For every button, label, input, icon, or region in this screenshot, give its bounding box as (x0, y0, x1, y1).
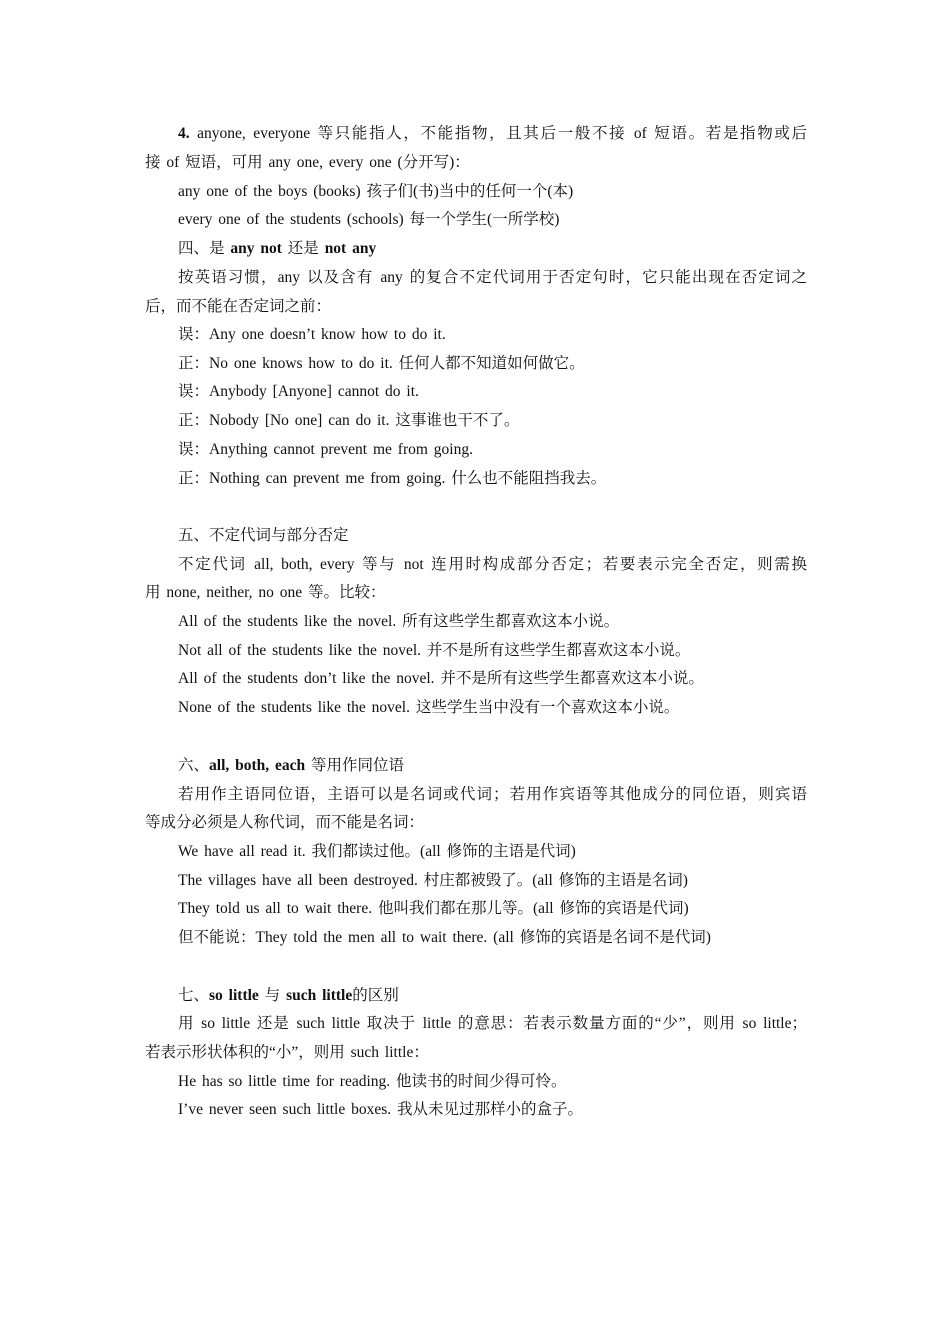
paragraph-line: 用 so little 还是 such little 取决于 little 的意思：若表示数量方面的“少”，则用 so little； (178, 1015, 807, 1032)
example-line: The villages have all been destroyed. 村庄都被毁了。(all 修饰的主语是名词) (178, 872, 688, 889)
example-line: Not all of the students like the novel. 并不是所有这些学生都喜欢这本小说。 (178, 642, 691, 659)
example-line: They told us all to wait there. 他叫我们都在那儿等。(all 修饰的宾语是代词) (178, 900, 689, 917)
heading-part: not any (324, 240, 377, 257)
example-line: 正：No one knows how to do it. 任何人都不知道如何做它。 (178, 355, 585, 372)
example-line: All of the students don’t like the novel. 并不是所有这些学生都喜欢这本小说。 (178, 670, 704, 687)
example-line: We have all read it. 我们都读过他。(all 修饰的主语是代词) (178, 843, 576, 860)
paragraph-line: 用 none, neither, no one 等。比较： (145, 584, 386, 601)
section-heading-partial-negation: 五、不定代词与部分否定 (178, 527, 349, 544)
heading-part: 与 (258, 987, 287, 1004)
section-heading-so-such-little (178, 986, 807, 1006)
paragraph-line: 若表示形状体积的“小”，则用 such little： (145, 1044, 429, 1061)
example-line: 正：Nobody [No one] can do it. 这事谁也干不了。 (178, 412, 520, 429)
heading-part: 还是 (281, 240, 325, 257)
section4-line2: 接 of 短语，可用 any one, every one (分开写)： (145, 154, 470, 171)
paragraph-line: 等成分必须是人称代词，而不能是名词： (145, 814, 425, 831)
section4-text: anyone, everyone 等只能指人，不能指物，且其后一般不接 of 短语。若是指物或后 (189, 125, 807, 142)
paragraph-line: 后，而不能在否定词之前： (145, 298, 332, 315)
heading-part: 七、 (178, 987, 210, 1004)
paragraph-line: 不定代词 all, both, every 等与 not 连用时构成部分否定；若要表示完全否定，则需换 (178, 556, 807, 573)
section-heading-appositive (178, 756, 807, 776)
heading-part: 等用作同位语 (305, 757, 405, 774)
example-line: every one of the students (schools) 每一个学生(一所学校) (178, 211, 560, 228)
example-line: 误：Anything cannot prevent me from going. (178, 441, 473, 458)
item-number: 4. (178, 125, 190, 142)
example-line: I’ve never seen such little boxes. 我从未见过那样小的盒子。 (178, 1101, 584, 1118)
heading-part: so little (209, 987, 259, 1004)
section4-line1 (178, 124, 807, 144)
example-line: 正：Nothing can prevent me from going. 什么也不能阻挡我去。 (178, 470, 607, 487)
example-line: 误：Any one doesn’t know how to do it. (178, 326, 446, 343)
paragraph-line: 按英语习惯，any 以及含有 any 的复合不定代词用于否定句时，它只能出现在否定词之 (178, 269, 807, 286)
heading-part: all, both, each (209, 757, 306, 774)
paragraph-line: 若用作主语同位语，主语可以是名词或代词；若用作宾语等其他成分的同位语，则宾语 (178, 786, 807, 803)
example-line: 但不能说：They told the men all to wait there. (all 修饰的宾语是名词不是代词) (178, 929, 711, 946)
heading-part: 的区别 (352, 987, 399, 1004)
section-heading-any-not (178, 239, 807, 259)
heading-part: 四、是 (178, 240, 231, 257)
example-line: None of the students like the novel. 这些学生当中没有一个喜欢这本小说。 (178, 699, 680, 716)
example-line: All of the students like the novel. 所有这些学生都喜欢这本小说。 (178, 613, 620, 630)
example-line: 误：Anybody [Anyone] cannot do it. (178, 383, 419, 400)
example-line: He has so little time for reading. 他读书的时间少得可怜。 (178, 1073, 567, 1090)
heading-part: 六、 (178, 757, 210, 774)
example-line: any one of the boys (books) 孩子们(书)当中的任何一个(本) (178, 183, 574, 200)
heading-part: any not (230, 240, 282, 257)
heading-part: such little (286, 987, 353, 1004)
